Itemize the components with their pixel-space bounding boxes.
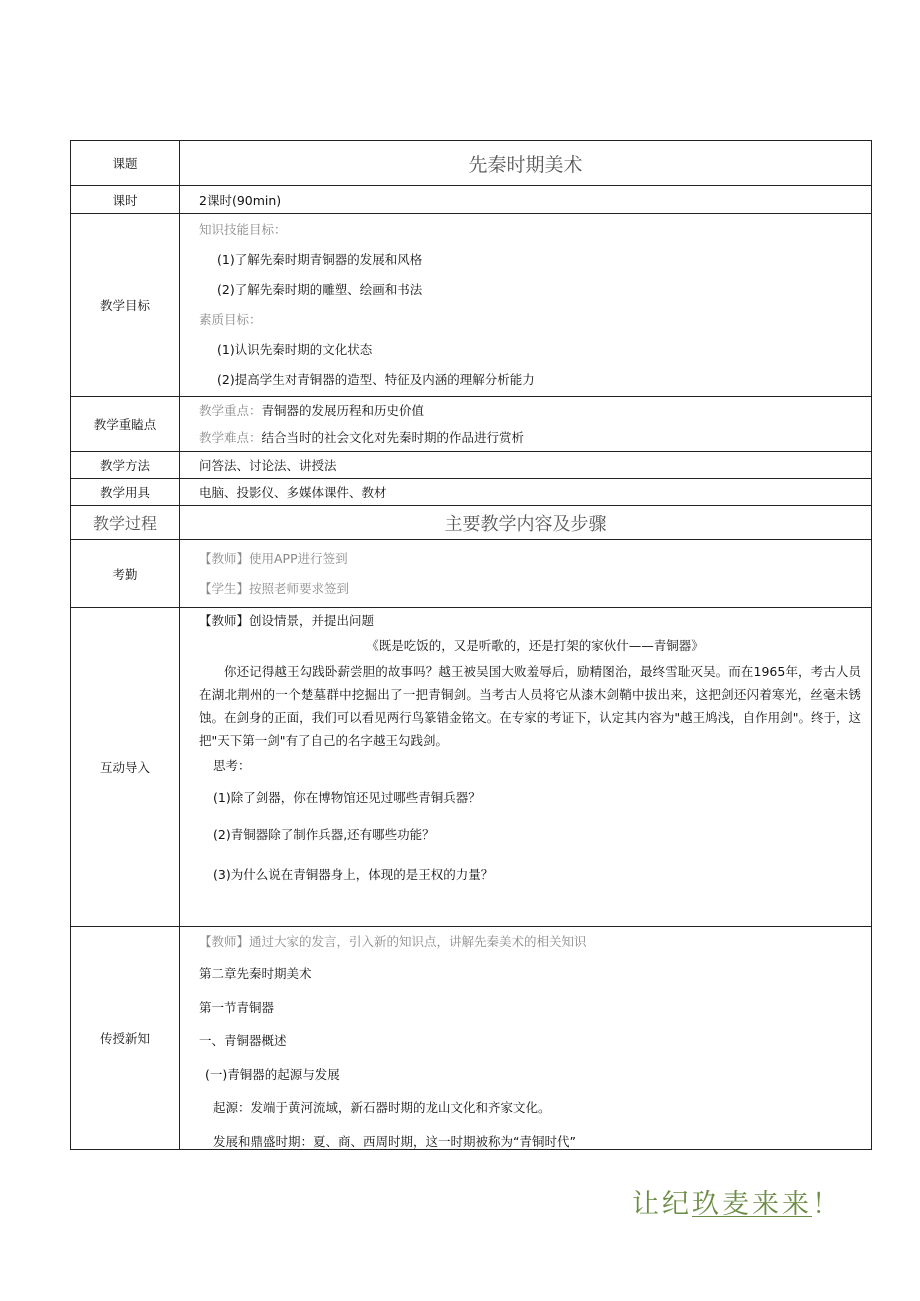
nk-development: 发展和鼎盛时期：夏、商、西周时期，这一时期被称为“青铜时代” — [213, 1133, 576, 1149]
intro-row — [71, 608, 872, 927]
quality-item-1: (1)认识先秦时期的文化状态 — [217, 342, 373, 357]
methods-row — [71, 452, 872, 479]
attendance-content — [180, 540, 872, 608]
attendance-teacher: 【教师】使用APP进行签到 — [199, 550, 348, 566]
duration-value: 2课时(90min) — [180, 186, 872, 214]
intro-quote: 《既是吃饭的，又是听歌的，还是打架的家伙什——青铜器》 — [366, 638, 704, 653]
methods-value: 问答法、讨论法、讲授法 — [180, 452, 872, 479]
keypoints-label: 教学重瞌点 — [71, 397, 180, 452]
knowledge-heading: 知识技能目标： — [199, 222, 287, 237]
objectives-label: 教学目标 — [71, 214, 180, 397]
intro-question-1: (1)除了剑器，你在博物馆还见过哪些青铜兵器？ — [213, 790, 481, 805]
slogan-part-1: 让纪 — [632, 1189, 692, 1220]
footer-slogan — [632, 1182, 842, 1221]
tools-value: 电脑、投影仪、多媒体课件、教材 — [180, 479, 872, 506]
tools-row — [71, 479, 872, 506]
focus-text: 青铜器的发展历程和历史价值 — [261, 403, 425, 418]
intro-content — [180, 608, 872, 927]
attendance-row — [71, 540, 872, 608]
knowledge-item-1: (1)了解先秦时期青铜器的发展和风格 — [217, 252, 423, 267]
intro-think: 思考： — [213, 758, 251, 773]
nk-section: 第一节青铜器 — [199, 999, 275, 1015]
intro-question-3: (3)为什么说在青铜器身上，体现的是王权的力量？ — [213, 867, 494, 882]
intro-teacher: 【教师】创设情景，并提出问题 — [199, 613, 375, 628]
topic-title: 先秦时期美术 — [180, 141, 872, 186]
methods-label: 教学方法 — [71, 452, 180, 479]
slogan-part-4: ！ — [812, 1189, 842, 1220]
duration-row — [71, 186, 872, 214]
intro-question-2: (2)青铜器除了制作兵器,还有哪些功能？ — [213, 827, 435, 842]
objectives-row — [71, 214, 872, 397]
quality-item-2: (2)提高学生对青铜器的造型、特征及内涵的理解分析能力 — [217, 372, 535, 387]
topic-row — [71, 141, 872, 186]
knowledge-item-2: (2)了解先秦时期的雕塑、绘画和书法 — [217, 282, 423, 297]
nk-subpart: (一)青铜器的起源与发展 — [205, 1066, 340, 1082]
quality-heading: 素质目标： — [199, 312, 262, 327]
difficulty-prefix: 教学难点： — [199, 430, 262, 445]
slogan-part-3: 来来 — [752, 1189, 812, 1220]
process-header-left: 教学过程 — [71, 506, 180, 540]
nk-origin: 起源：发端于黄河流域，新石器时期的龙山文化和齐家文化。 — [213, 1100, 551, 1115]
intro-story-block — [199, 660, 871, 752]
focus-prefix: 教学重点： — [199, 403, 262, 418]
attendance-student: 【学生】按照老师要求签到 — [199, 580, 350, 596]
keypoints-content — [180, 397, 872, 452]
new-knowledge-content — [180, 927, 872, 1150]
lesson-plan-table — [70, 140, 872, 1150]
intro-label: 互动导入 — [71, 608, 180, 927]
nk-part: 一、青铜器概述 — [199, 1033, 287, 1048]
duration-label: 课时 — [71, 186, 180, 214]
process-header-right: 主要教学内容及步骤 — [180, 506, 872, 540]
intro-story: 你还记得越王勾践卧薪尝胆的故事吗？越王被吴国大败羞辱后，励精图治，最终雪耻灭吴。而在1965年，考古人员在湖北荆州的一个楚墓群中挖掘出了一把青铜剑。当考古人员将它从漆木剑鞘中拔出来，这把剑还闪着寒光，丝毫未锈蚀。在剑身的正面，我们可以看见两行鸟篆错金铭文。在专家的考证下，认定其内容为"越王鸠浅，自作用剑"。终于，这把"天下第一剑"有了自己的名字越王勾践剑。 — [199, 664, 861, 748]
process-header-row — [71, 506, 872, 540]
objectives-content — [180, 214, 872, 397]
attendance-label: 考勤 — [71, 540, 180, 608]
nk-teacher: 【教师】通过大家的发言，引入新的知识点，讲解先秦美术的相关知识 — [199, 934, 587, 949]
slogan-part-2: 玖麦 — [692, 1189, 752, 1220]
difficulty-text: 结合当时的社会文化对先秦时期的作品进行赏析 — [261, 430, 525, 445]
new-knowledge-label: 传授新知 — [71, 927, 180, 1150]
tools-label: 教学用具 — [71, 479, 180, 506]
nk-chapter: 第二章先秦时期美术 — [199, 966, 312, 981]
new-knowledge-row — [71, 927, 872, 1150]
keypoints-row — [71, 397, 872, 452]
topic-label: 课题 — [71, 141, 180, 186]
